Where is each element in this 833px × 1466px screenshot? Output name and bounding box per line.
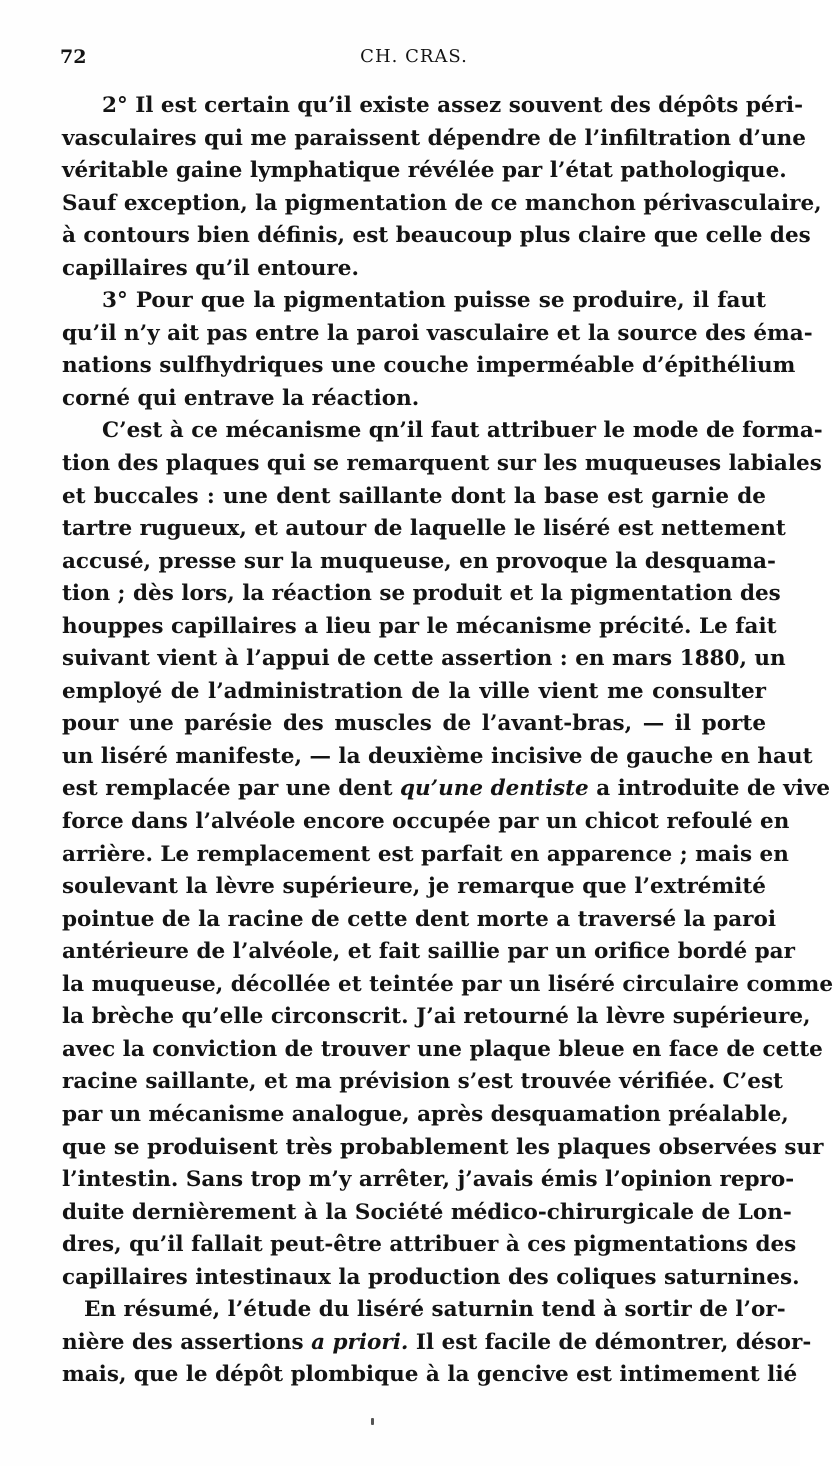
- text-line: corné qui entrave la réaction.: [62, 385, 420, 411]
- text-line: pointue de la racine de cette dent morte a traversé la paroi: [62, 906, 777, 932]
- text-line: la brèche qu’elle circonscrit. J’ai retourné la lèvre supérieure,: [62, 1004, 811, 1030]
- text-line: par un mécanisme analogue, après desquamation préalable,: [62, 1101, 789, 1127]
- text-line: arrière. Le remplacement est parfait en apparence ; mais en: [62, 841, 789, 867]
- text-line: employé de l’administration de la ville vient me consulter: [62, 678, 766, 704]
- text-line: mais, que le dépôt plombique à la gencive est intimement lié: [62, 1362, 798, 1388]
- text-line: à contours bien définis, est beaucoup plus claire que celle des: [62, 223, 811, 249]
- text-line: avec la conviction de trouver une plaque bleue en face de cette: [62, 1036, 823, 1062]
- ink-speck: [371, 1418, 374, 1425]
- text-line: l’intestin. Sans trop m’y arrêter, j’avais émis l’opinion repro-: [62, 1167, 795, 1193]
- text-line: capillaires qu’il entoure.: [62, 255, 359, 281]
- text-line: un liséré manifeste, — la deuxième incisive de gauche en haut: [62, 743, 813, 769]
- text-line: vasculaires qui me paraissent dépendre de l’infiltration d’une: [62, 125, 806, 151]
- text-line: tartre rugueux, et autour de laquelle le liséré est nettement: [62, 516, 786, 542]
- text-line-with-italic: [62, 773, 831, 806]
- text-line: C’est à ce mécanisme qn’il faut attribuer le mode de forma-: [102, 418, 823, 444]
- page-header: [60, 46, 768, 76]
- text-line: qu’il n’y ait pas entre la paroi vasculaire et la source des éma-: [62, 320, 813, 346]
- text-line: la muqueuse, décollée et teintée par un liséré circulaire comme: [62, 971, 833, 997]
- text-line: force dans l’alvéole encore occupée par un chicot refoulé en: [62, 809, 790, 835]
- text-line: Sauf exception, la pigmentation de ce manchon périvasculaire,: [62, 190, 822, 216]
- italic-phrase: a priori.: [311, 1329, 409, 1355]
- text-run: nière des assertions: [62, 1329, 304, 1355]
- text-line: suivant vient à l’appui de cette assertion : en mars 1880, un: [62, 646, 786, 672]
- text-line: antérieure de l’alvéole, et fait saillie par un orifice bordé par: [62, 939, 795, 965]
- text-line: 2° Il est certain qu’il existe assez souvent des dépôts péri-: [102, 93, 804, 118]
- text-line: soulevant la lèvre supérieure, je remarque que l’extrémité: [62, 874, 766, 900]
- text-line: 3° Pour que la pigmentation puisse se produire, il faut: [102, 288, 766, 314]
- text-line: que se produisent très probablement les plaques observées sur: [62, 1134, 824, 1160]
- text-line-with-italic: [62, 1327, 812, 1360]
- text-line: pour une parésie des muscles de l’avant-bras, — il porte: [62, 711, 766, 737]
- text-line: duite dernièrement à la Société médico-chirurgicale de Lon-: [62, 1199, 792, 1225]
- italic-phrase: qu’une dentiste: [400, 776, 589, 802]
- text-line: véritable gaine lymphatique révélée par l’état pathologique.: [62, 158, 787, 184]
- text-line: racine saillante, et ma prévision s’est trouvée vérifiée. C’est: [62, 1069, 783, 1095]
- text-line: tion des plaques qui se remarquent sur les muqueuses labiales: [62, 451, 822, 477]
- text-line: dres, qu’il fallait peut-être attribuer à ces pigmentations des: [62, 1232, 797, 1258]
- text-line: En résumé, l’étude du liséré saturnin tend à sortir de l’or-: [84, 1297, 786, 1323]
- text-line: capillaires intestinaux la production des coliques saturnines.: [62, 1264, 800, 1290]
- body-text: [62, 90, 833, 1392]
- text-run: a introduite de vive: [596, 776, 831, 802]
- text-run: est remplacée par une dent: [62, 776, 393, 802]
- text-line: accusé, presse sur la muqueuse, en provoque la desquama-: [62, 548, 776, 574]
- text-line: tion ; dès lors, la réaction se produit et la pigmentation des: [62, 581, 781, 607]
- text-run: Il est facile de démontrer, désor-: [415, 1329, 812, 1355]
- text-line: houppes capillaires a lieu par le mécanisme précité. Le fait: [62, 613, 777, 639]
- text-line: nations sulfhydriques une couche imperméable d’épithélium: [62, 353, 796, 379]
- running-head: CH. CRAS.: [360, 46, 468, 67]
- text-line: et buccales : une dent saillante dont la base est garnie de: [62, 483, 766, 509]
- page-number: 72: [60, 46, 87, 68]
